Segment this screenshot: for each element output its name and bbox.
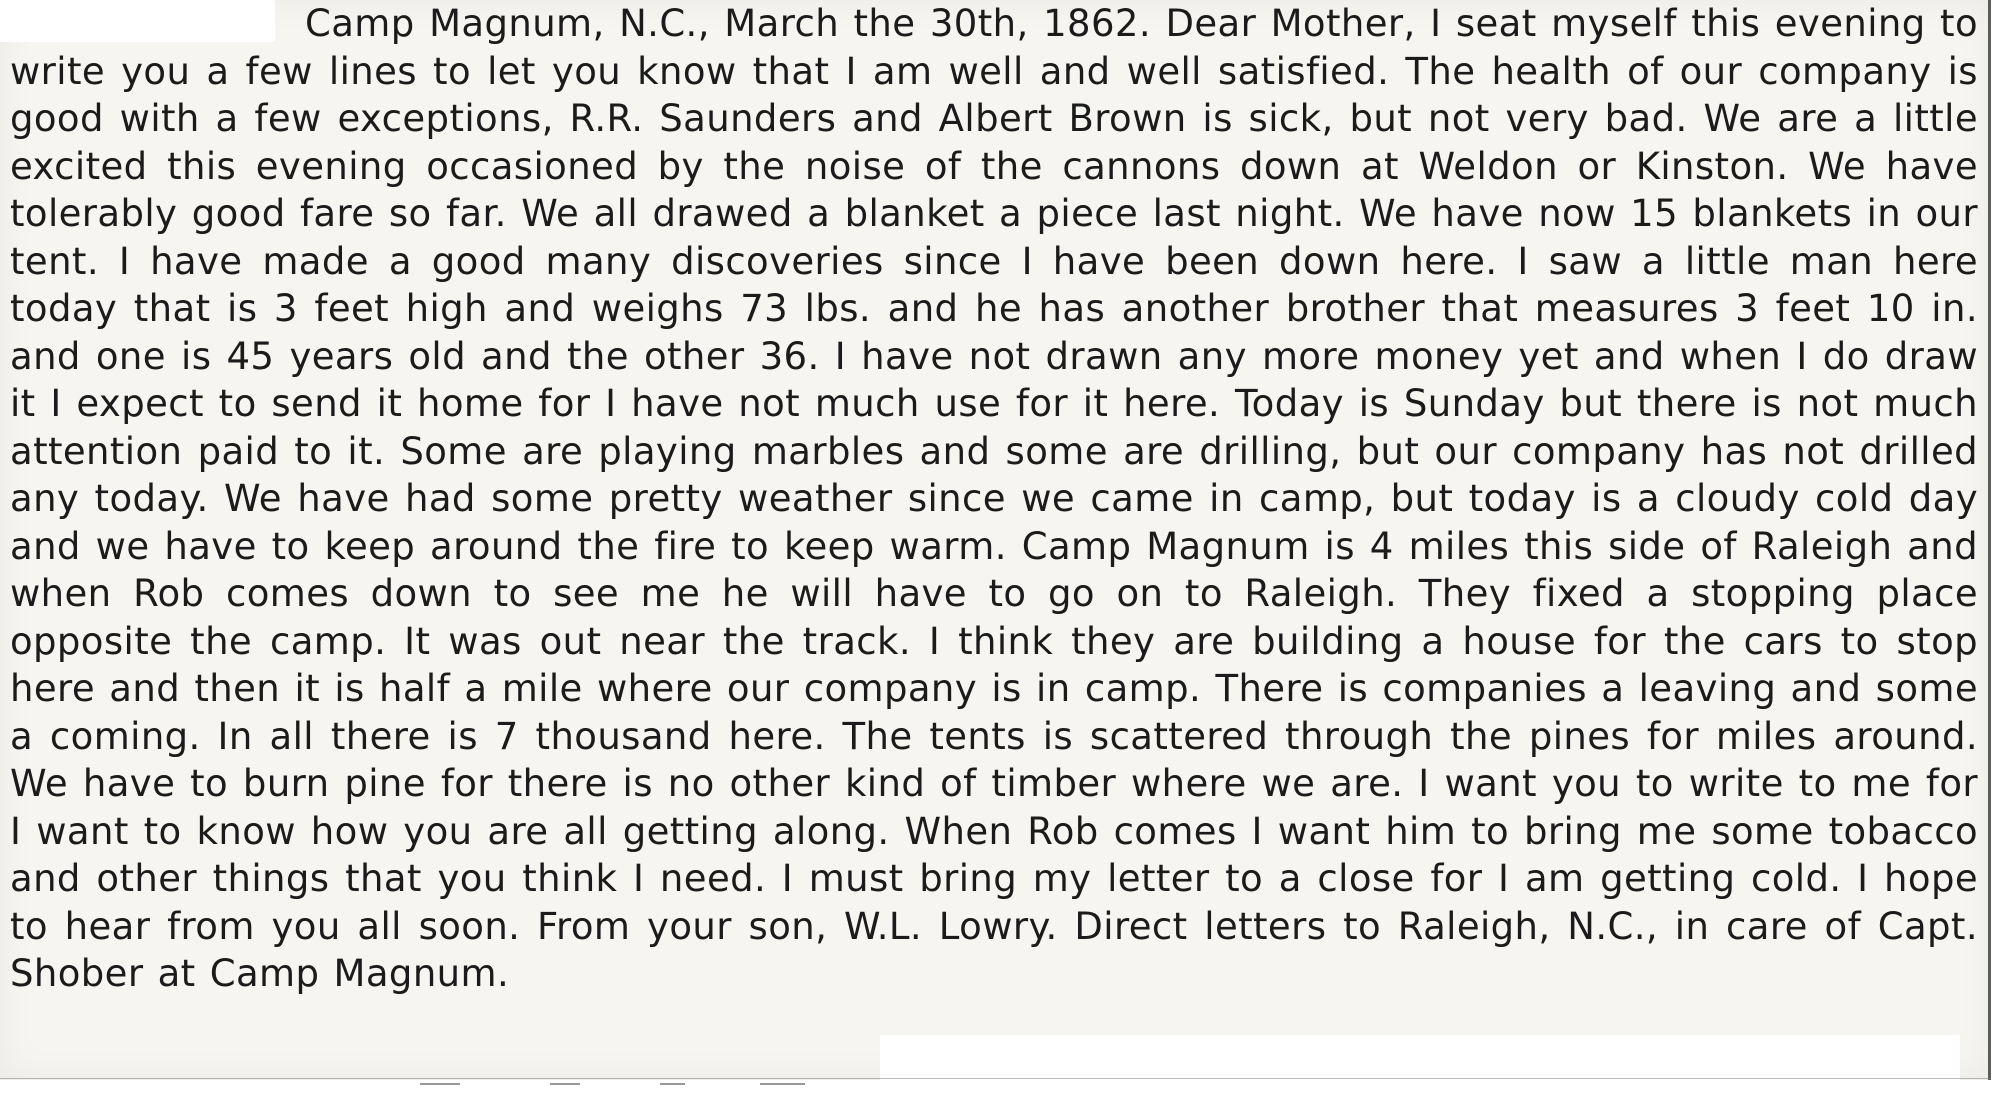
scan-whiteout-bottom xyxy=(880,1035,1960,1095)
scan-whiteout-top xyxy=(0,0,275,42)
clipping-right-edge xyxy=(1988,0,1991,1080)
stray-ink-marks xyxy=(400,1080,900,1092)
letter-text: Camp Magnum, N.C., March the 30th, 1862. Dear Mother, I seat myself this evening to write you a few lines to let you know that I am well and well satisfied. The health of our company is good with a few exceptions, R.R. Saunders and Albert Brown is sick, but not very bad. We are a little excited this evening occasioned by the noise of the cannons down at Weldon or Kinston. We have tolerably good fare so far. We all drawed a blanket a piece last night. We have now 15 blankets in our tent. I have made a good many discoveries since I have been down here. I saw a little man here today that is 3 feet high and weighs 73 lbs. and he has another brother that measures 3 feet 10 in. and one is 45 years old and the other 36. I have not drawn any more money yet and when I do draw it I expect to send it home for I have not much use for it here. Today is Sunday but there is not much attention paid to it. Some are playing marbles and some are drilling, but our company has not drilled any today. We have had some pretty weather since we came in camp, but today is a cloudy cold day and we have to keep around the fire to keep warm. Camp Magnum is 4 miles this side of Raleigh and when Rob comes down to see me he will have to go on to Raleigh. They fixed a stopping place opposite the camp. It was out near the track. I think they are building a house for the cars to stop here and then it is half a mile where our company is in camp. There is companies a leaving and some a coming. In all there is 7 thousand here. The tents is scattered through the pines for miles around. We have to burn pine for there is no other kind of timber where we are. I want you to write to me for I want to know how you are all getting along. When Rob comes I want him to bring me some tobacco and other things that you think I need. I must bring my letter to a close for I am getting cold. I hope to hear from you all soon. From your son, W.L. Lowry. Direct letters to Raleigh, N.C., in care of Capt. Shober at Camp Magnum. xyxy=(10,2,1978,995)
clipping-bottom-edge xyxy=(0,1078,1990,1079)
